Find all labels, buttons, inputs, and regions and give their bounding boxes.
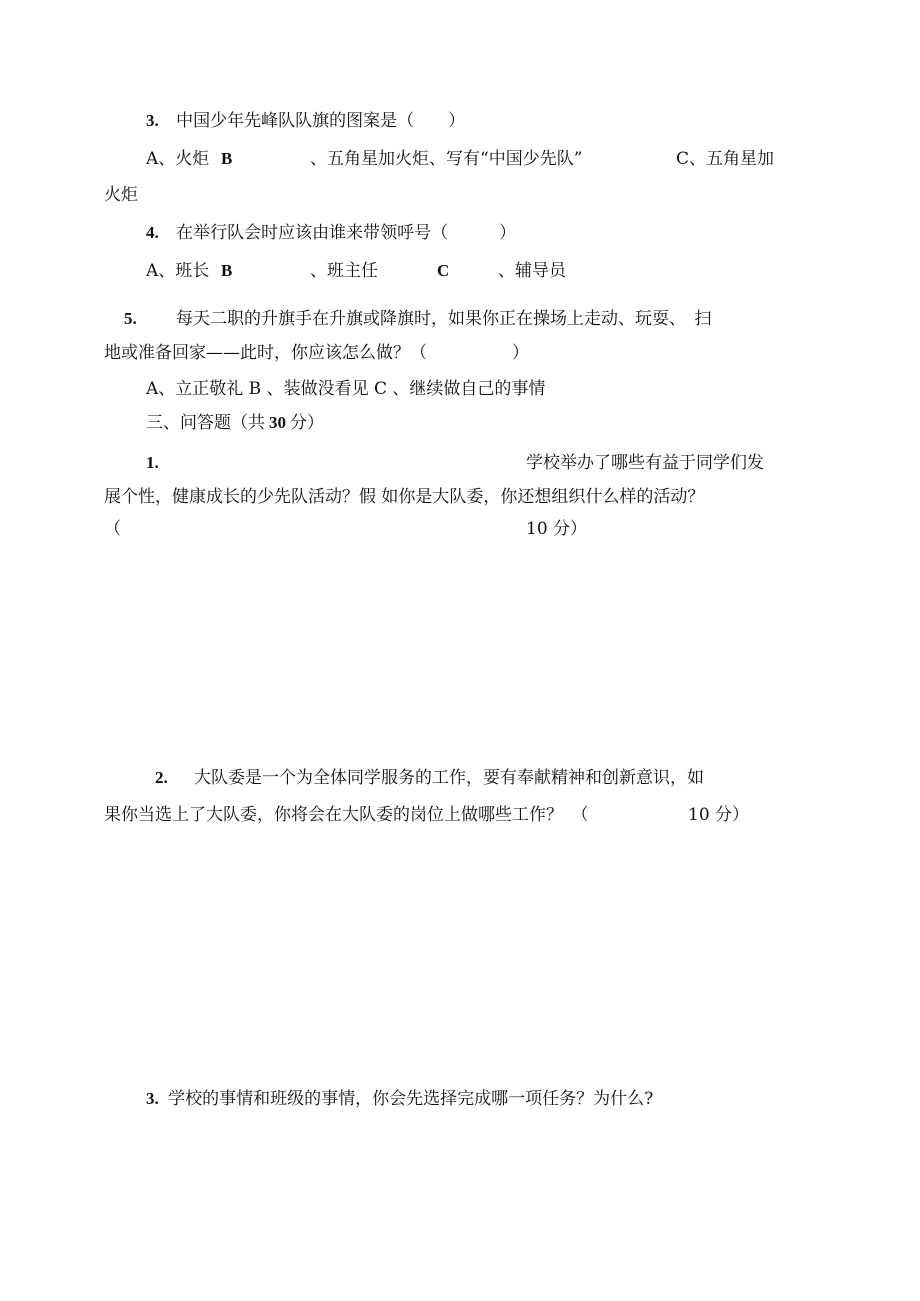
section3-title-end: 分）	[290, 413, 324, 433]
q4-option-a: A、班长	[146, 261, 210, 281]
section3-points: 30	[269, 413, 286, 432]
section3-title: 三、问答题（共	[146, 413, 265, 433]
qa2-text-line2: 果你当选上了大队委，你将会在大队委的岗位上做哪些工作？ （	[104, 805, 589, 825]
q4-option-c-letter: C	[437, 261, 450, 280]
qa3-text: 学校的事情和班级的事情，你会先选择完成哪一项任务？为什么?	[168, 1089, 654, 1109]
q3-option-b-text: 、五角星加火炬、写有“中国少先队”	[310, 149, 583, 169]
qa1-paren-open: （	[104, 519, 121, 539]
qa2-score: 10 分）	[688, 805, 750, 825]
q3-line	[146, 110, 465, 132]
q5-options: A、立正敬礼 B 、装做没看见 C 、继续做自己的事情	[146, 379, 546, 399]
q3-option-b-letter: B	[221, 149, 233, 168]
q4-text: 在举行队会时应该由谁来带领呼号（ ）	[176, 223, 517, 243]
qa2-number: 2.	[155, 768, 168, 787]
q3-text: 中国少年先峰队队旗的图案是（ ）	[176, 111, 466, 131]
q3-option-c: C、五角星加	[676, 149, 775, 169]
qa3-line	[146, 1088, 653, 1110]
q4-option-b-letter: B	[221, 261, 233, 280]
q5-text-line1: 每天二职的升旗手在升旗或降旗时，如果你正在操场上走动、玩耍、 扫	[176, 309, 712, 329]
q3-number: 3.	[146, 111, 159, 130]
qa1-score: 10 分）	[526, 519, 588, 539]
q3-option-a: A、火炬	[146, 149, 210, 169]
qa1-number: 1.	[146, 453, 159, 472]
qa3-number: 3.	[146, 1089, 159, 1108]
q4-number: 4.	[146, 223, 159, 242]
section3-heading	[146, 412, 324, 434]
qa1-text-line2: 展个性，健康成长的少先队活动？假 如你是大队委，你还想组织什么样的活动？	[104, 487, 705, 507]
q4-option-c-text: 、辅导员	[498, 261, 566, 281]
qa2-text-line1: 大队委是一个为全体同学服务的工作，要有奉献精神和创新意识，如	[194, 768, 704, 788]
q5-text-line2: 地或准备回家——此时，你应该怎么做？（ ）	[104, 343, 529, 363]
q4-line	[146, 222, 516, 244]
q4-option-b-text: 、班主任	[310, 261, 378, 281]
q3-option-c-continued: 火炬	[104, 185, 138, 205]
q5-number: 5.	[124, 309, 137, 328]
qa1-text-line1: 学校举办了哪些有益于同学们发	[526, 453, 764, 473]
